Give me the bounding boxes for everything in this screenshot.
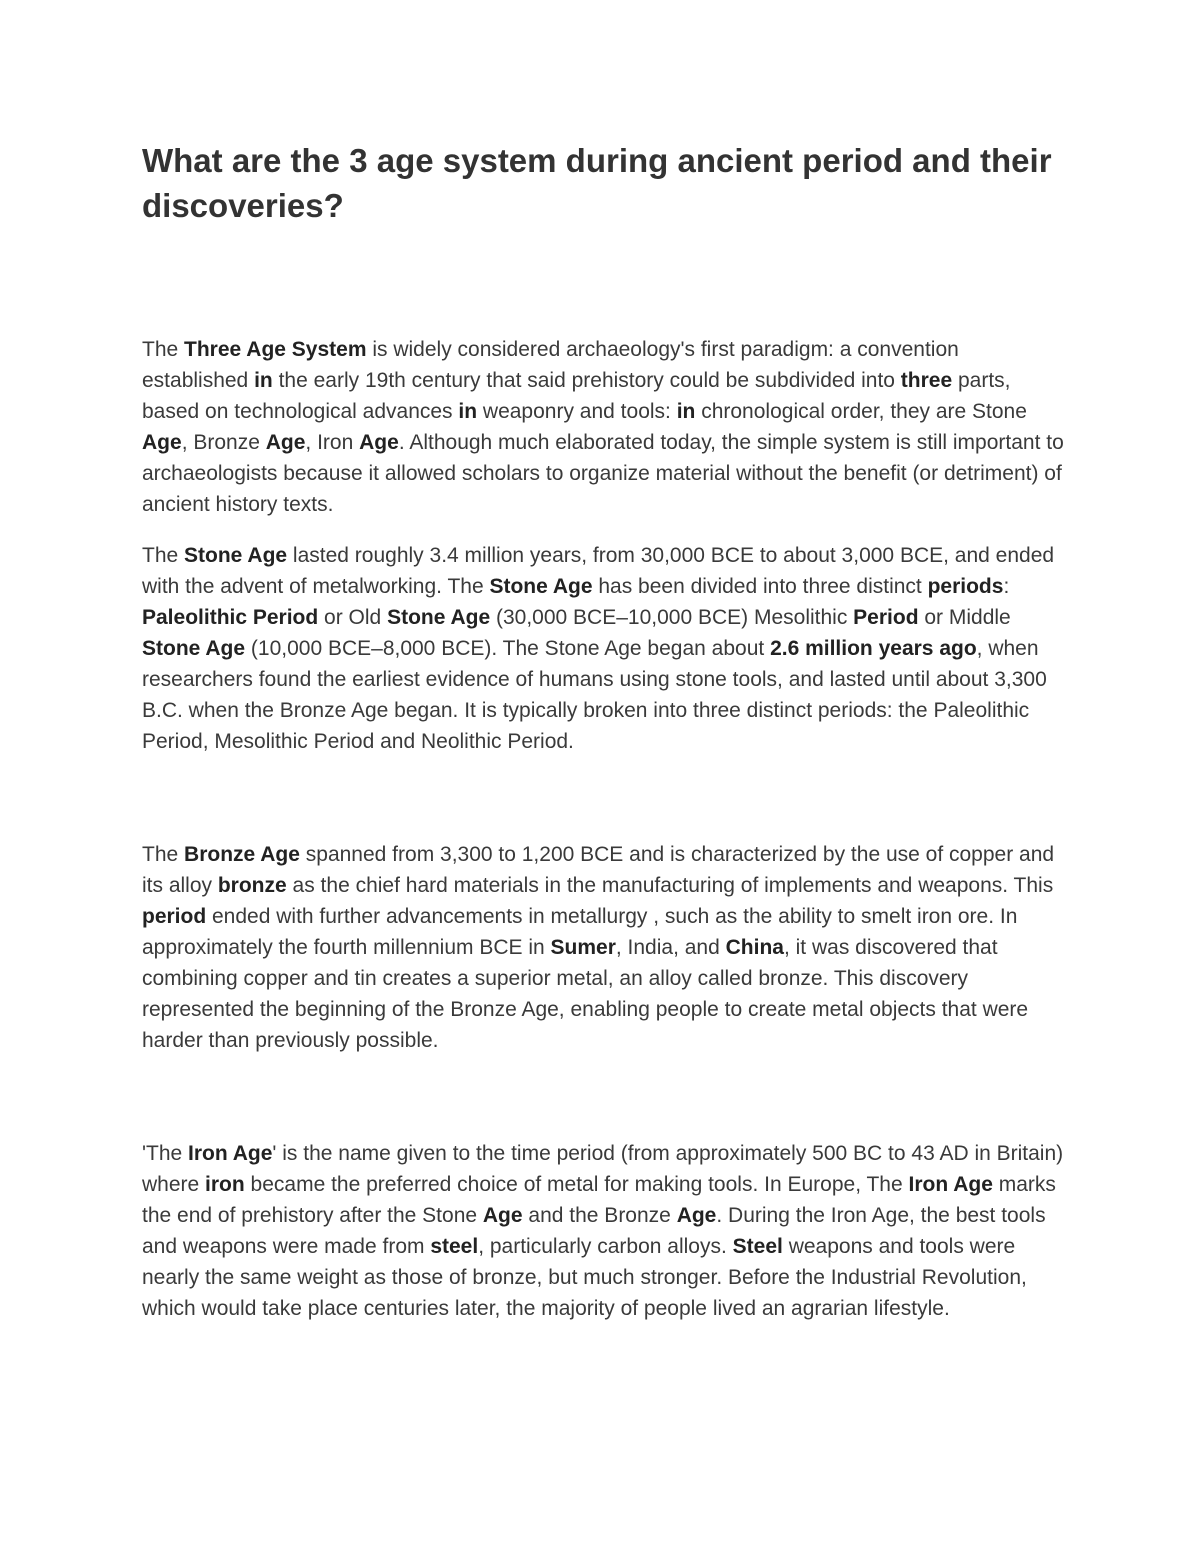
text-run: , Iron bbox=[305, 431, 360, 454]
bold-text: Paleolithic Period bbox=[142, 606, 319, 629]
bold-text: Age bbox=[359, 431, 399, 454]
bold-text: Stone Age bbox=[142, 637, 246, 660]
text-run: has been divided into three distinct bbox=[592, 575, 928, 598]
text-run: lasted roughly 3.4 million years, from 30,000 BCE to about 3,000 BCE, and ended with the advent of metalworking. The bbox=[142, 544, 1055, 598]
bold-text: iron bbox=[205, 1173, 245, 1196]
document-title: What are the 3 age system during ancient period and their discoveries? bbox=[142, 142, 1052, 224]
bold-text: Age bbox=[142, 431, 182, 454]
bold-text: Iron Age bbox=[188, 1142, 273, 1165]
paragraph-bronze-age bbox=[142, 839, 1067, 1056]
text-run: weapons and tools were nearly the same weight as those of bronze, but much stronger. Before the Industrial Revolution, which would take place centuries later, the majority of people lived an agrarian lifestyle. bbox=[142, 1235, 1027, 1320]
bold-text: period bbox=[142, 905, 207, 928]
bold-text: 2.6 million years ago bbox=[770, 637, 977, 660]
text-run: , it was discovered that combining copper and tin creates a superior metal, an alloy called bronze. This discovery represented the beginning of the Bronze Age, enabling people to create metal objects that were harder than previously possible. bbox=[142, 936, 1029, 1052]
paragraph-stone-age bbox=[142, 540, 1067, 757]
text-run: spanned from 3,300 to 1,200 BCE and is characterized by the use of copper and its alloy bbox=[142, 843, 1055, 897]
text-run: . During the Iron Age, the best tools and weapons were made from bbox=[142, 1204, 1046, 1258]
bold-text: in bbox=[254, 369, 273, 392]
text-run: or Old bbox=[318, 606, 388, 629]
text-run: as the chief hard materials in the manufacturing of implements and weapons. This bbox=[286, 874, 1054, 897]
bold-text: Three Age System bbox=[184, 338, 367, 361]
bold-text: Age bbox=[265, 431, 306, 454]
bold-text: Steel bbox=[732, 1235, 783, 1258]
text-run: weaponry and tools: bbox=[477, 400, 677, 423]
bold-text: three bbox=[900, 369, 953, 392]
document-body bbox=[142, 138, 1067, 1324]
text-run: ' is the name given to the time period (from approximately 500 BC to 43 AD in Britain) where bbox=[142, 1142, 1064, 1196]
text-run: ended with further advancements in metallurgy , such as the ability to smelt iron ore. In approximately the fourth millennium BCE in bbox=[142, 905, 1018, 959]
text-run: The bbox=[142, 544, 185, 567]
text-run: : bbox=[1003, 575, 1010, 598]
bold-text: Stone Age bbox=[489, 575, 593, 598]
text-run: The bbox=[142, 338, 185, 361]
text-run: (30,000 BCE–10,000 BCE) Mesolithic bbox=[490, 606, 854, 629]
text-run: and the Bronze bbox=[522, 1204, 677, 1227]
text-run: 'The bbox=[142, 1142, 189, 1165]
text-run: , when researchers found the earliest evidence of humans using stone tools, and lasted until about 3,300 B.C. when the Bronze Age began. It is typically broken into three distinct periods: the Paleolithic Period, Mesolithic Period and Neolithic Period. bbox=[142, 637, 1047, 753]
bold-text: Bronze Age bbox=[184, 843, 300, 866]
bold-text: Iron Age bbox=[908, 1173, 993, 1196]
bold-text: periods bbox=[927, 575, 1004, 598]
text-run: , particularly carbon alloys. bbox=[478, 1235, 733, 1258]
bold-text: in bbox=[458, 400, 478, 423]
text-run: (10,000 BCE–8,000 BCE). The Stone Age began about bbox=[245, 637, 771, 660]
bold-text: Age bbox=[676, 1204, 717, 1227]
bold-text: steel bbox=[430, 1235, 479, 1258]
text-run: chronological order, they are Stone bbox=[695, 400, 1027, 423]
text-run: , Bronze bbox=[181, 431, 266, 454]
text-run: or Middle bbox=[918, 606, 1011, 629]
text-run: the early 19th century that said prehistory could be subdivided into bbox=[272, 369, 901, 392]
text-run: , India, and bbox=[615, 936, 726, 959]
bold-text: bronze bbox=[217, 874, 287, 897]
text-run: became the preferred choice of metal for making tools. In Europe, The bbox=[244, 1173, 909, 1196]
text-run: parts, based on technological advances bbox=[142, 369, 1011, 423]
bold-text: Stone Age bbox=[184, 544, 288, 567]
text-run: marks the end of prehistory after the Stone bbox=[142, 1173, 1056, 1227]
bold-text: Age bbox=[482, 1204, 523, 1227]
bold-text: China bbox=[725, 936, 784, 959]
paragraph-three-age-system bbox=[142, 334, 1067, 520]
bold-text: Sumer bbox=[550, 936, 616, 959]
bold-text: Stone Age bbox=[387, 606, 491, 629]
text-run: The bbox=[142, 843, 185, 866]
bold-text: Period bbox=[853, 606, 919, 629]
text-run: is widely considered archaeology's first paradigm: a convention established bbox=[142, 338, 959, 392]
bold-text: in bbox=[676, 400, 696, 423]
text-run: . Although much elaborated today, the simple system is still important to archaeologists because it allowed scholars to organize material without the benefit (or detriment) of ancient history texts. bbox=[142, 431, 1064, 516]
paragraph-iron-age bbox=[142, 1138, 1067, 1324]
